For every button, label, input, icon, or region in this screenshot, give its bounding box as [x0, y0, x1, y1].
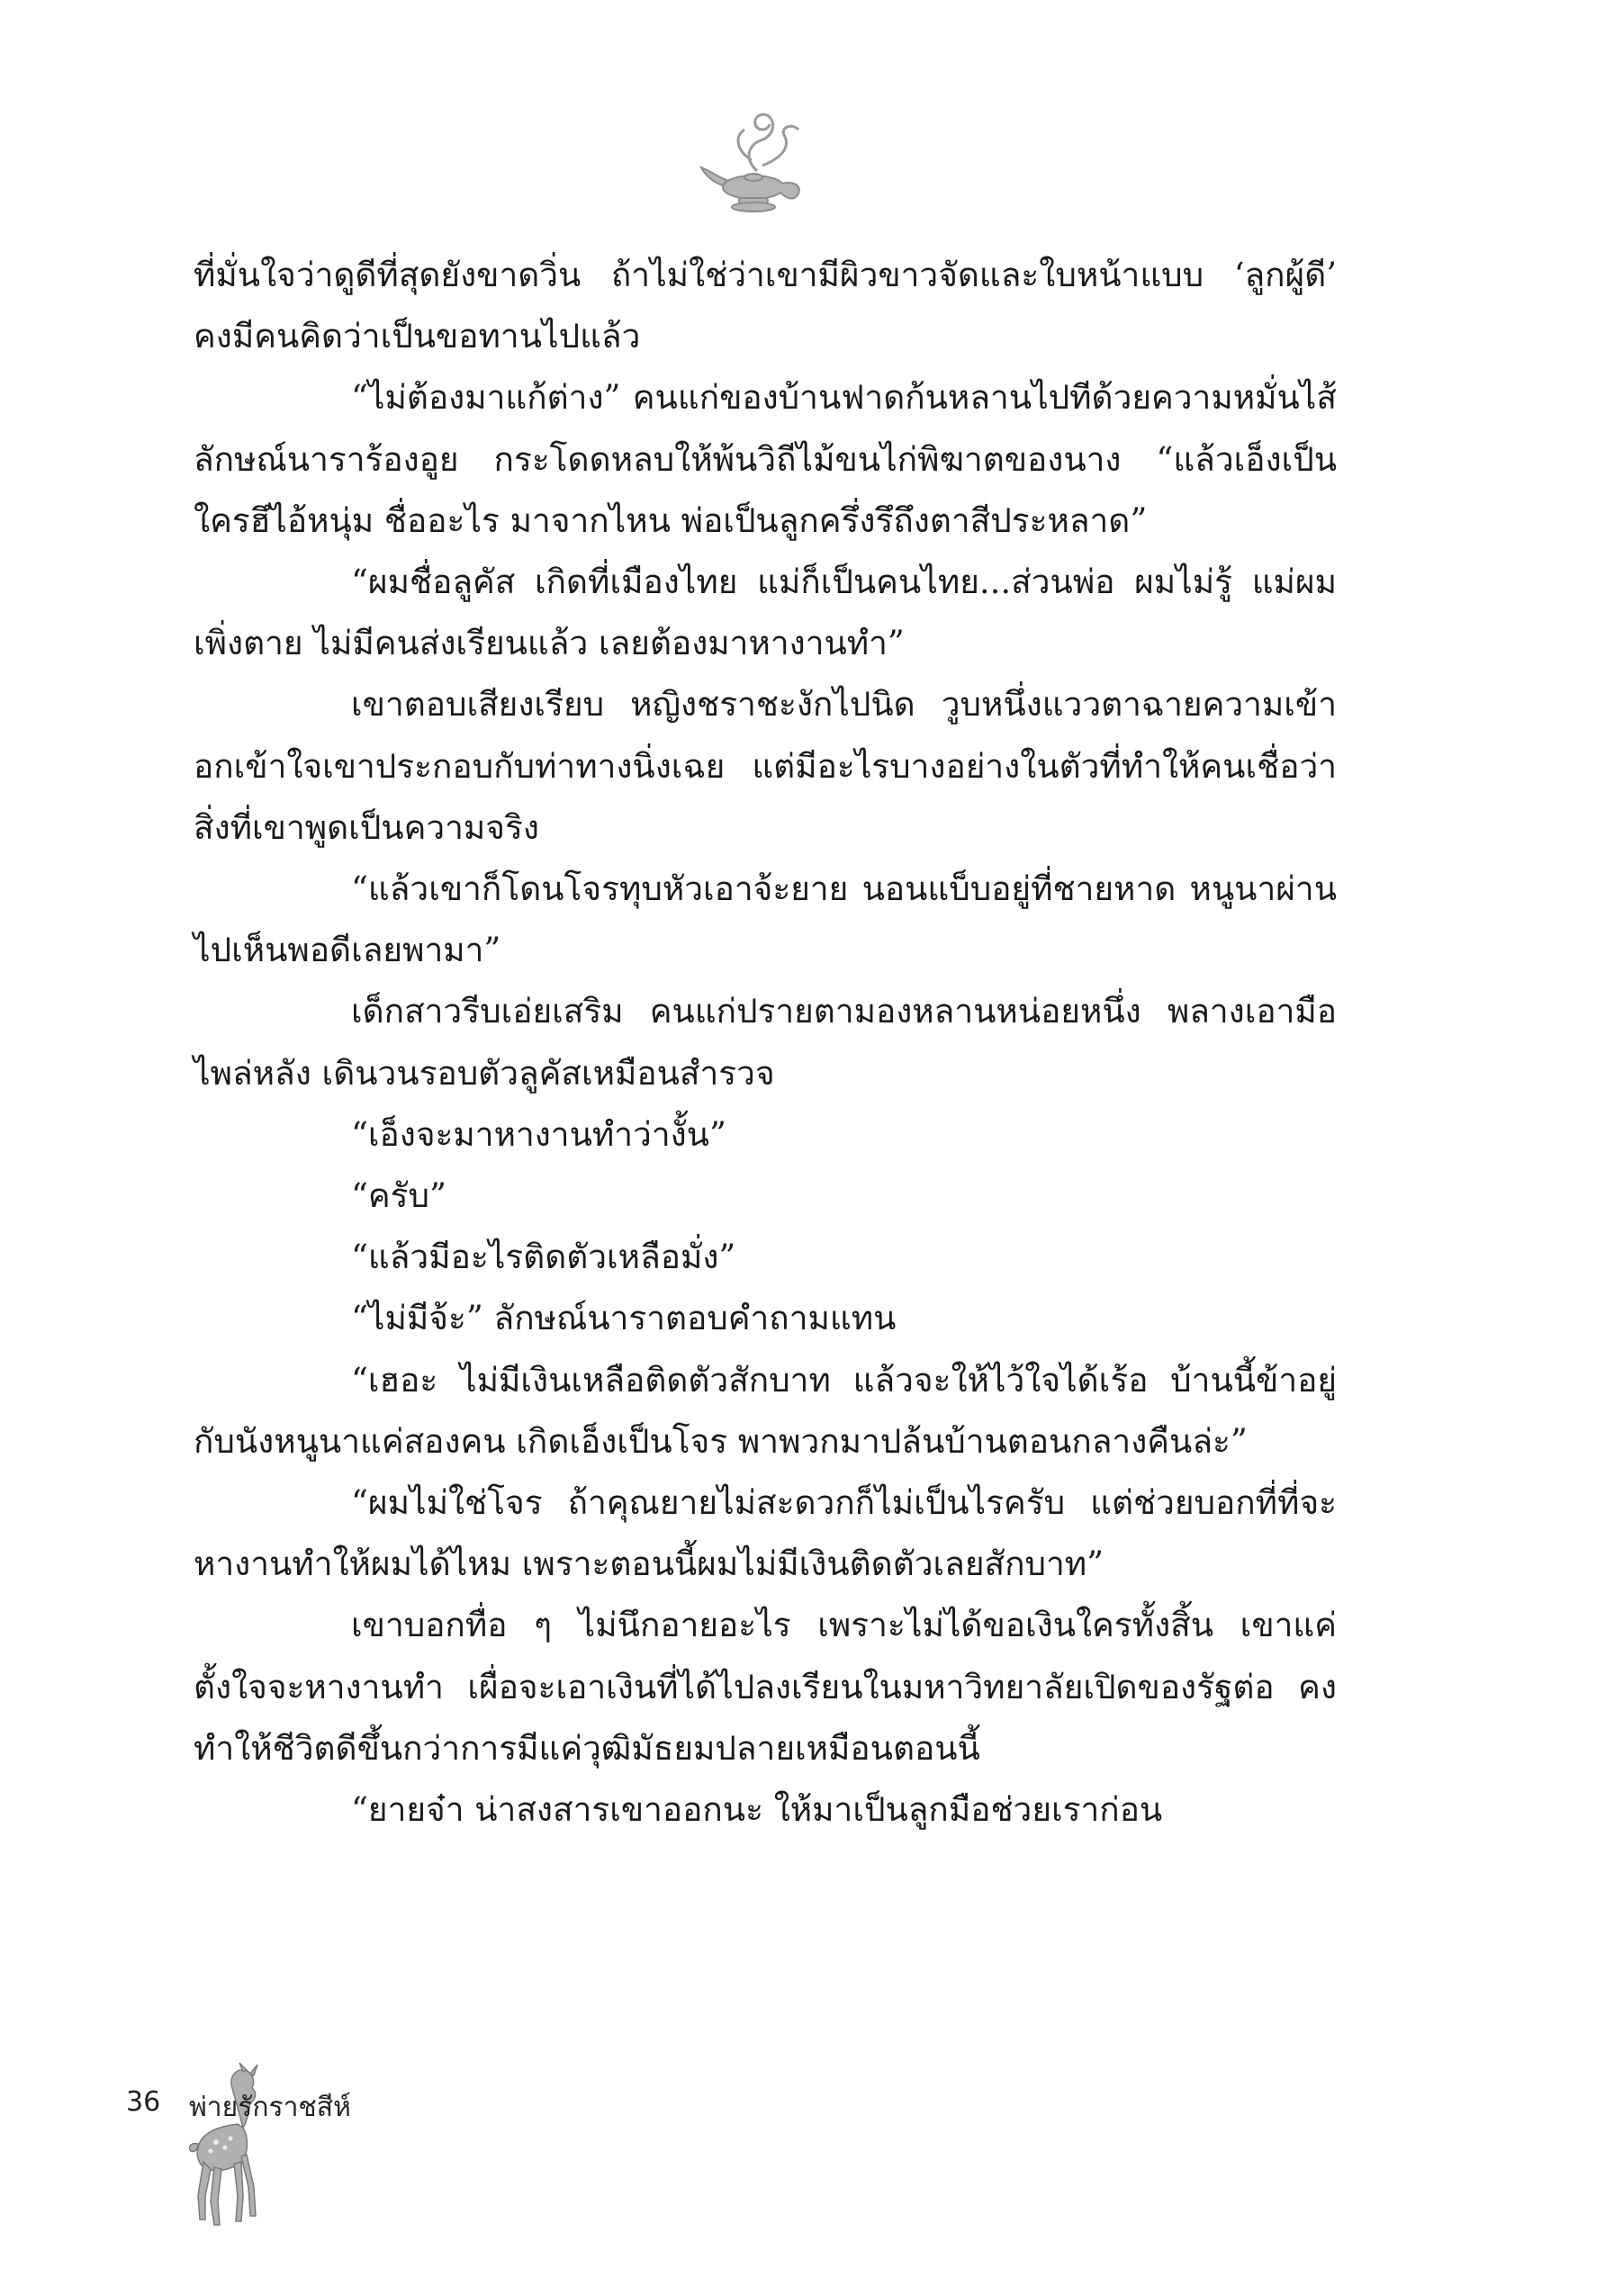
paragraph: “ยายจ๋า น่าสงสารเขาออกนะ ให้มาเป็นลูกมือช่วยเราก่อน: [351, 1790, 1163, 1830]
paragraph: “ผมไม่ใช่โจร ถ้าคุณยายไม่สะดวกก็ไม่เป็นไรครับ แต่ช่วยบอกที่ที่จะหางานทำให้ผมได้ไหม เพราะตอนนี้ผมไม่มีเงินติดตัวเลยสักบาท”: [194, 1483, 1337, 1584]
genie-lamp-icon: [698, 108, 815, 216]
paragraph: เขาบอกทื่อ ๆ ไม่นึกอายอะไร เพราะไม่ได้ขอเงินใครทั้งสิ้น เขาแค่ตั้งใจจะหางานทำ เผื่อจะเอาเงินที่ได้ไปลงเรียนในมหาวิทยาลัยเปิดของรัฐต่อ คงทำให้ชีวิตดีขึ้นกว่าการมีแค่วุฒิมัธยมปลายเหมือนตอนนี้: [194, 1606, 1337, 1768]
paragraph: “แล้วมีอะไรติดตัวเหลือมั่ง”: [351, 1238, 736, 1277]
paragraph: “ผมชื่อลูคัส เกิดที่เมืองไทย แม่ก็เป็นคนไทย...ส่วนพ่อ ผมไม่รู้ แม่ผมเพิ่งตาย ไม่มีคนส่งเรียนแล้ว เลยต้องมาหางานทำ”: [194, 563, 1337, 663]
paragraph: ที่มั่นใจว่าดูดีที่สุดยังขาดวิ่น ถ้าไม่ใช่ว่าเขามีผิวขาวจัดและใบหน้าแบบ ‘ลูกผู้ดี’ คงมีคนคิดว่าเป็นขอทานไปแล้ว: [194, 256, 1337, 356]
paragraph: “แล้วเขาก็โดนโจรทุบหัวเอาจ้ะยาย นอนแบ็บอยู่ที่ชายหาด หนูนาผ่านไปเห็นพอดีเลยพามา”: [194, 869, 1337, 970]
book-title: พ่ายรักราชสีห์: [189, 2092, 351, 2123]
paragraph: “ไม่ต้องมาแก้ต่าง” คนแก่ของบ้านฟาดก้นหลานไปทีด้วยความหมั่นไส้ ลักษณ์นาราร้องอูย กระโดดหลบให้พ้นวิถีไม้ขนไก่พิฆาตของนาง “แล้วเอ็งเป็นใครฮึไอ้หนุ่ม ชื่ออะไร มาจากไหน พ่อเป็นลูกครึ่งรึถึงตาสีประหลาด”: [194, 378, 1337, 540]
body-text: [194, 245, 1337, 1841]
paragraph: เขาตอบเสียงเรียบ หญิงชราชะงักไปนิด วูบหนึ่งแววตาฉายความเข้าอกเข้าใจเขาประกอบกับท่าทางนิ่งเฉย แต่มีอะไรบางอย่างในตัวที่ทำให้คนเชื่อว่าสิ่งที่เขาพูดเป็นความจริง: [194, 685, 1337, 847]
paragraph: “ครับ”: [351, 1176, 446, 1216]
paragraph: “ไม่มีจ้ะ” ลักษณ์นาราตอบคำถามแทน: [351, 1299, 897, 1338]
paragraph: “เฮอะ ไม่มีเงินเหลือติดตัวสักบาท แล้วจะให้ไว้ใจได้เร้อ บ้านนี้ข้าอยู่กับนังหนูนาแค่สองคน เกิดเอ็งเป็นโจร พาพวกมาปล้นบ้านตอนกลางคืนล่ะ”: [194, 1360, 1337, 1461]
paragraph: เด็กสาวรีบเอ่ยเสริม คนแก่ปรายตามองหลานหน่อยหนึ่ง พลางเอามือไพล่หลัง เดินวนรอบตัวลูคัสเหมือนสำรวจ: [194, 992, 1337, 1093]
paragraph: “เอ็งจะมาหางานทำว่างั้น”: [351, 1114, 726, 1154]
page-number: 36: [126, 2086, 161, 2118]
